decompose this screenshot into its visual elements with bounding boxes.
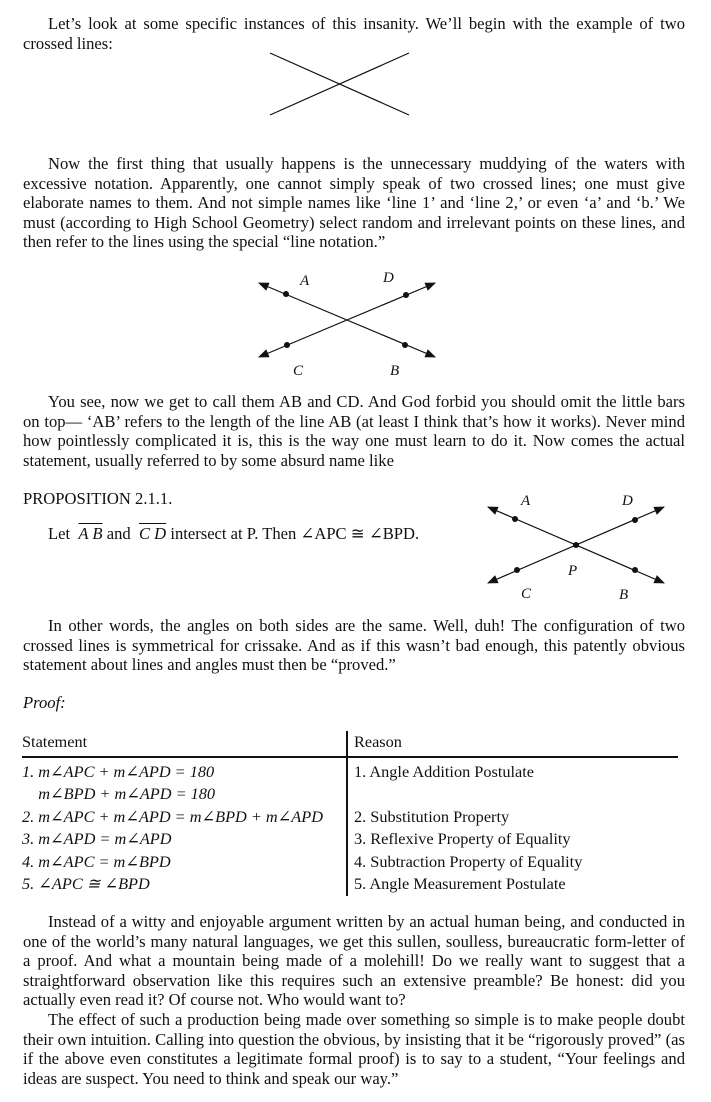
paragraph-critique: Instead of a witty and enjoyable argument written by an actual human being, and conducted in one of the world’s many natural languages, we get this sullen, soulless, bureaucratic form-letter of a proof. And what a mountain being made of a molehill! Do we really want to suggest that a straightforward observation like this requires such an extensive preamble? Be honest: did you actually even read it? Of course not. Who would want to? bbox=[23, 912, 685, 1009]
statement-cell: m∠BPD + m∠APD = 180 bbox=[22, 784, 216, 803]
point-b-p bbox=[632, 567, 638, 573]
table-row bbox=[22, 851, 678, 874]
statement-and: and bbox=[106, 524, 131, 543]
proof-label: Proof: bbox=[23, 693, 66, 712]
header-reason: Reason bbox=[347, 731, 678, 757]
reason-cell bbox=[347, 783, 678, 806]
reason-cell: 2. Substitution Property bbox=[347, 806, 678, 829]
label-a-p: A bbox=[521, 493, 531, 509]
reason-cell: 3. Reflexive Property of Equality bbox=[347, 828, 678, 851]
statement-cell: 3. m∠APD = m∠APD bbox=[22, 829, 172, 848]
label-b: B bbox=[390, 363, 400, 379]
table-row bbox=[22, 873, 678, 896]
proof-table bbox=[22, 731, 678, 896]
table-row bbox=[22, 828, 678, 851]
label-d-p: D bbox=[622, 493, 633, 509]
point-a-p bbox=[512, 516, 518, 522]
reason-cell: 5. Angle Measurement Postulate bbox=[347, 873, 678, 896]
paragraph-symmetry: In other words, the angles on both sides are the same. Well, duh! The configuration of two crossed lines is symmetrical for crissake. And as if this wasn’t bad enough, this patently obvious statement about lines and angles must then be “proved.” bbox=[23, 616, 685, 674]
label-d: D bbox=[383, 270, 394, 286]
header-statement: Statement bbox=[22, 732, 88, 751]
segment-cd: C D bbox=[138, 524, 167, 543]
point-p bbox=[573, 542, 579, 548]
label-p: P bbox=[568, 563, 578, 579]
segment-ab: A B bbox=[78, 524, 103, 543]
statement-let: Let bbox=[48, 524, 71, 543]
point-d-p bbox=[632, 517, 638, 523]
reason-cell: 4. Subtraction Property of Equality bbox=[347, 851, 678, 874]
label-b-p: B bbox=[619, 587, 629, 603]
label-c-p: C bbox=[521, 586, 532, 602]
paragraph-notation: Now the first thing that usually happens is the unnecessary muddying of the waters with excessive notation. Apparently, one cannot simply speak of two crossed lines; one must give elaborate names to them. And not simple names like ‘line 1’ and ‘line 2,’ or even ‘a’ and ‘b.’ We must (according to High School Geometry) select random and irrelevant points on these lines, and then refer to the lines using the special “line notation.” bbox=[23, 154, 685, 251]
table-row bbox=[22, 783, 678, 806]
statement-rest: intersect at P. Then ∠APC ≅ ∠BPD. bbox=[170, 524, 420, 543]
label-a: A bbox=[300, 273, 310, 289]
proof-table-header bbox=[22, 731, 678, 757]
point-c-p bbox=[514, 567, 520, 573]
proposition-heading: PROPOSITION 2.1.1. bbox=[23, 489, 173, 508]
label-c: C bbox=[293, 363, 304, 379]
paragraph-intro: Let’s look at some specific instances of this insanity. We’ll begin with the example of two crossed lines: bbox=[23, 14, 685, 53]
table-row bbox=[22, 806, 678, 829]
paragraph-effect: The effect of such a production being made over something so simple is to make people doubt their own intuition. Calling into question the obvious, by insisting that it be “rigorously proved” (as if the above even constitutes a legitimate formal proof) is to say to a student, “Your feelings and ideas are suspect. You need to think and speak our way.” bbox=[23, 1010, 685, 1088]
statement-cell: 5. ∠APC ≅ ∠BPD bbox=[22, 874, 150, 893]
table-row bbox=[22, 757, 678, 784]
reason-cell: 1. Angle Addition Postulate bbox=[347, 757, 678, 784]
statement-cell: 2. m∠APC + m∠APD = m∠BPD + m∠APD bbox=[22, 806, 323, 826]
paragraph-naming: You see, now we get to call them AB and CD. And God forbid you should omit the little bars on top— ‘AB’ refers to the length of the line AB (at least I think that’s how it works). Never mind how pointlessly complicated it is, this is the way one must learn to do it. Now comes the actual statement, usually referred to by some absurd name like bbox=[23, 392, 685, 470]
statement-cell: 1. m∠APC + m∠APD = 180 bbox=[22, 761, 215, 781]
statement-cell: 4. m∠APC = m∠BPD bbox=[22, 851, 171, 871]
